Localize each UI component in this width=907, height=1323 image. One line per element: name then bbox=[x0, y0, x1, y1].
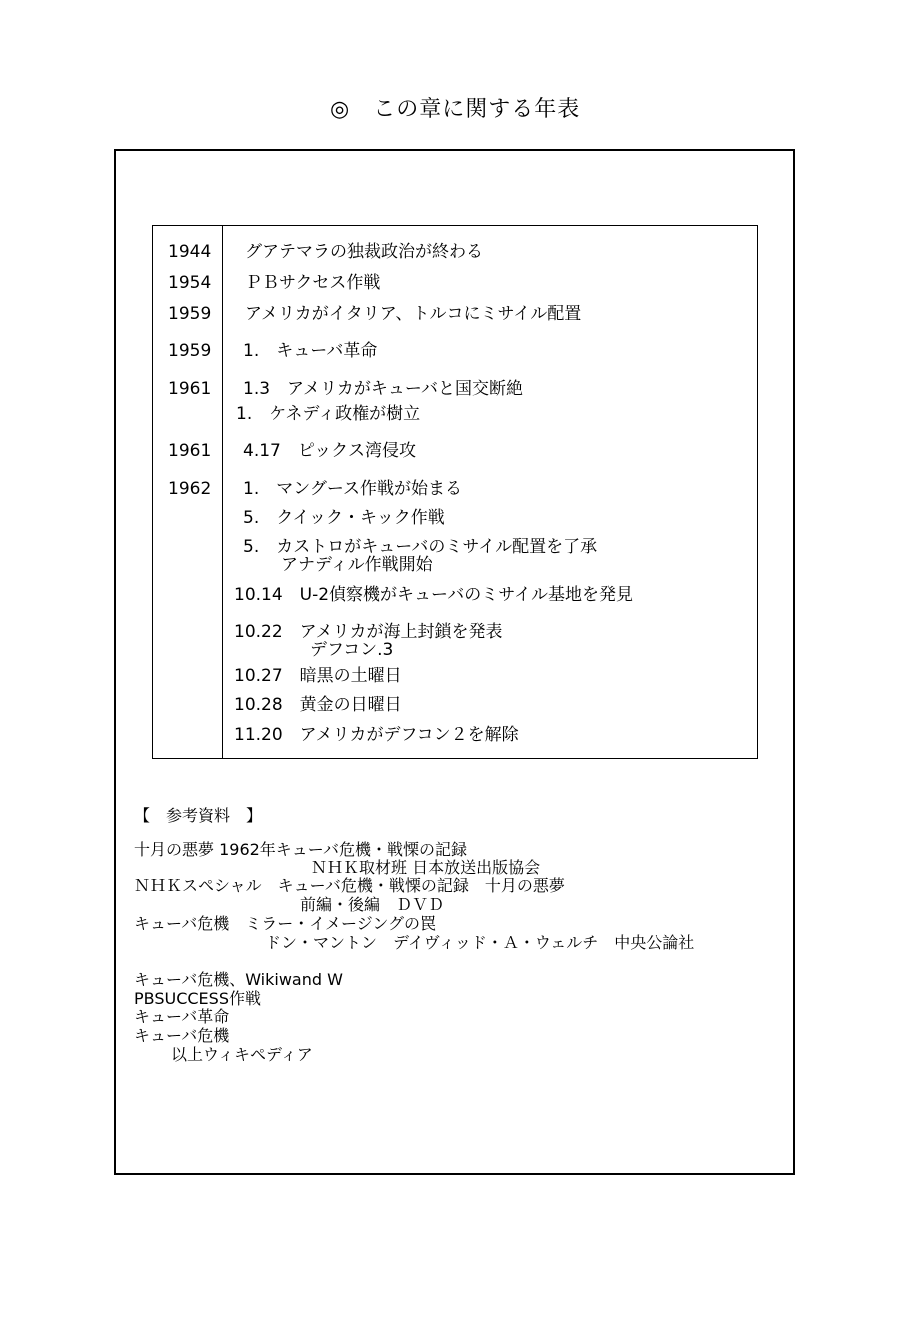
timeline-event: グアテマラの独裁政治が終わる bbox=[245, 242, 483, 262]
reference-line: PBSUCCESS作戦 bbox=[134, 989, 261, 1008]
references-heading: 【 参考資料 】 bbox=[134, 806, 263, 825]
timeline-event: 1.3 アメリカがキューバと国交断絶 bbox=[243, 379, 523, 399]
reference-line: 以上ウィキペディア bbox=[171, 1045, 313, 1064]
timeline-year: 1961 bbox=[168, 441, 212, 461]
timeline-event: 1. マングース作戦が始まる bbox=[243, 479, 463, 499]
reference-line: 前編・後編 ＤＶＤ bbox=[300, 895, 445, 914]
reference-line: ＮＨＫ取材班 日本放送出版協会 bbox=[311, 858, 541, 877]
reference-line: キューバ革命 bbox=[134, 1007, 230, 1026]
reference-line: キューバ危機 ミラー・イメージングの罠 bbox=[134, 914, 437, 933]
reference-line: ＮＨＫスペシャル キューバ危機・戦慄の記録 十月の悪夢 bbox=[134, 876, 565, 895]
timeline-event: 11.20 アメリカがデフコン２を解除 bbox=[234, 725, 519, 745]
timeline-year: 1961 bbox=[168, 379, 212, 399]
timeline-event: 1. キューバ革命 bbox=[243, 341, 378, 361]
timeline-event: 5. カストロがキューバのミサイル配置を了承 bbox=[243, 537, 598, 557]
reference-line: 十月の悪夢 1962年キューバ危機・戦慄の記録 bbox=[134, 840, 468, 859]
timeline-event: 10.22 アメリカが海上封鎖を発表 bbox=[234, 622, 503, 642]
reference-line: ドン・マントン デイヴィッド・Ａ・ウェルチ 中央公論社 bbox=[265, 933, 695, 952]
timeline-event: デフコン.3 bbox=[310, 640, 394, 660]
timeline-year: 1954 bbox=[168, 273, 212, 293]
timeline-event: アナディル作戦開始 bbox=[281, 555, 433, 575]
timeline-event: 4.17 ピックス湾侵攻 bbox=[243, 441, 417, 461]
timeline-column-divider bbox=[222, 226, 223, 758]
timeline-event: 5. クイック・キック作戦 bbox=[243, 508, 445, 528]
timeline-event: アメリカがイタリア、トルコにミサイル配置 bbox=[245, 304, 582, 324]
reference-line: キューバ危機 bbox=[134, 1026, 230, 1045]
page-title: ◎ この章に関する年表 bbox=[330, 97, 581, 122]
timeline-year: 1944 bbox=[168, 242, 212, 262]
timeline-event: ＰＢサクセス作戦 bbox=[245, 273, 381, 293]
timeline-event: 1. ケネディ政権が樹立 bbox=[236, 404, 421, 424]
reference-line: キューバ危機、Wikiwand W bbox=[134, 970, 343, 989]
timeline-year: 1959 bbox=[168, 341, 212, 361]
timeline-year: 1962 bbox=[168, 479, 212, 499]
timeline-year: 1959 bbox=[168, 304, 212, 324]
timeline-event: 10.14 U-2偵察機がキューバのミサイル基地を発見 bbox=[234, 585, 634, 605]
timeline-event: 10.28 黄金の日曜日 bbox=[234, 695, 402, 715]
timeline-event: 10.27 暗黒の土曜日 bbox=[234, 666, 402, 686]
